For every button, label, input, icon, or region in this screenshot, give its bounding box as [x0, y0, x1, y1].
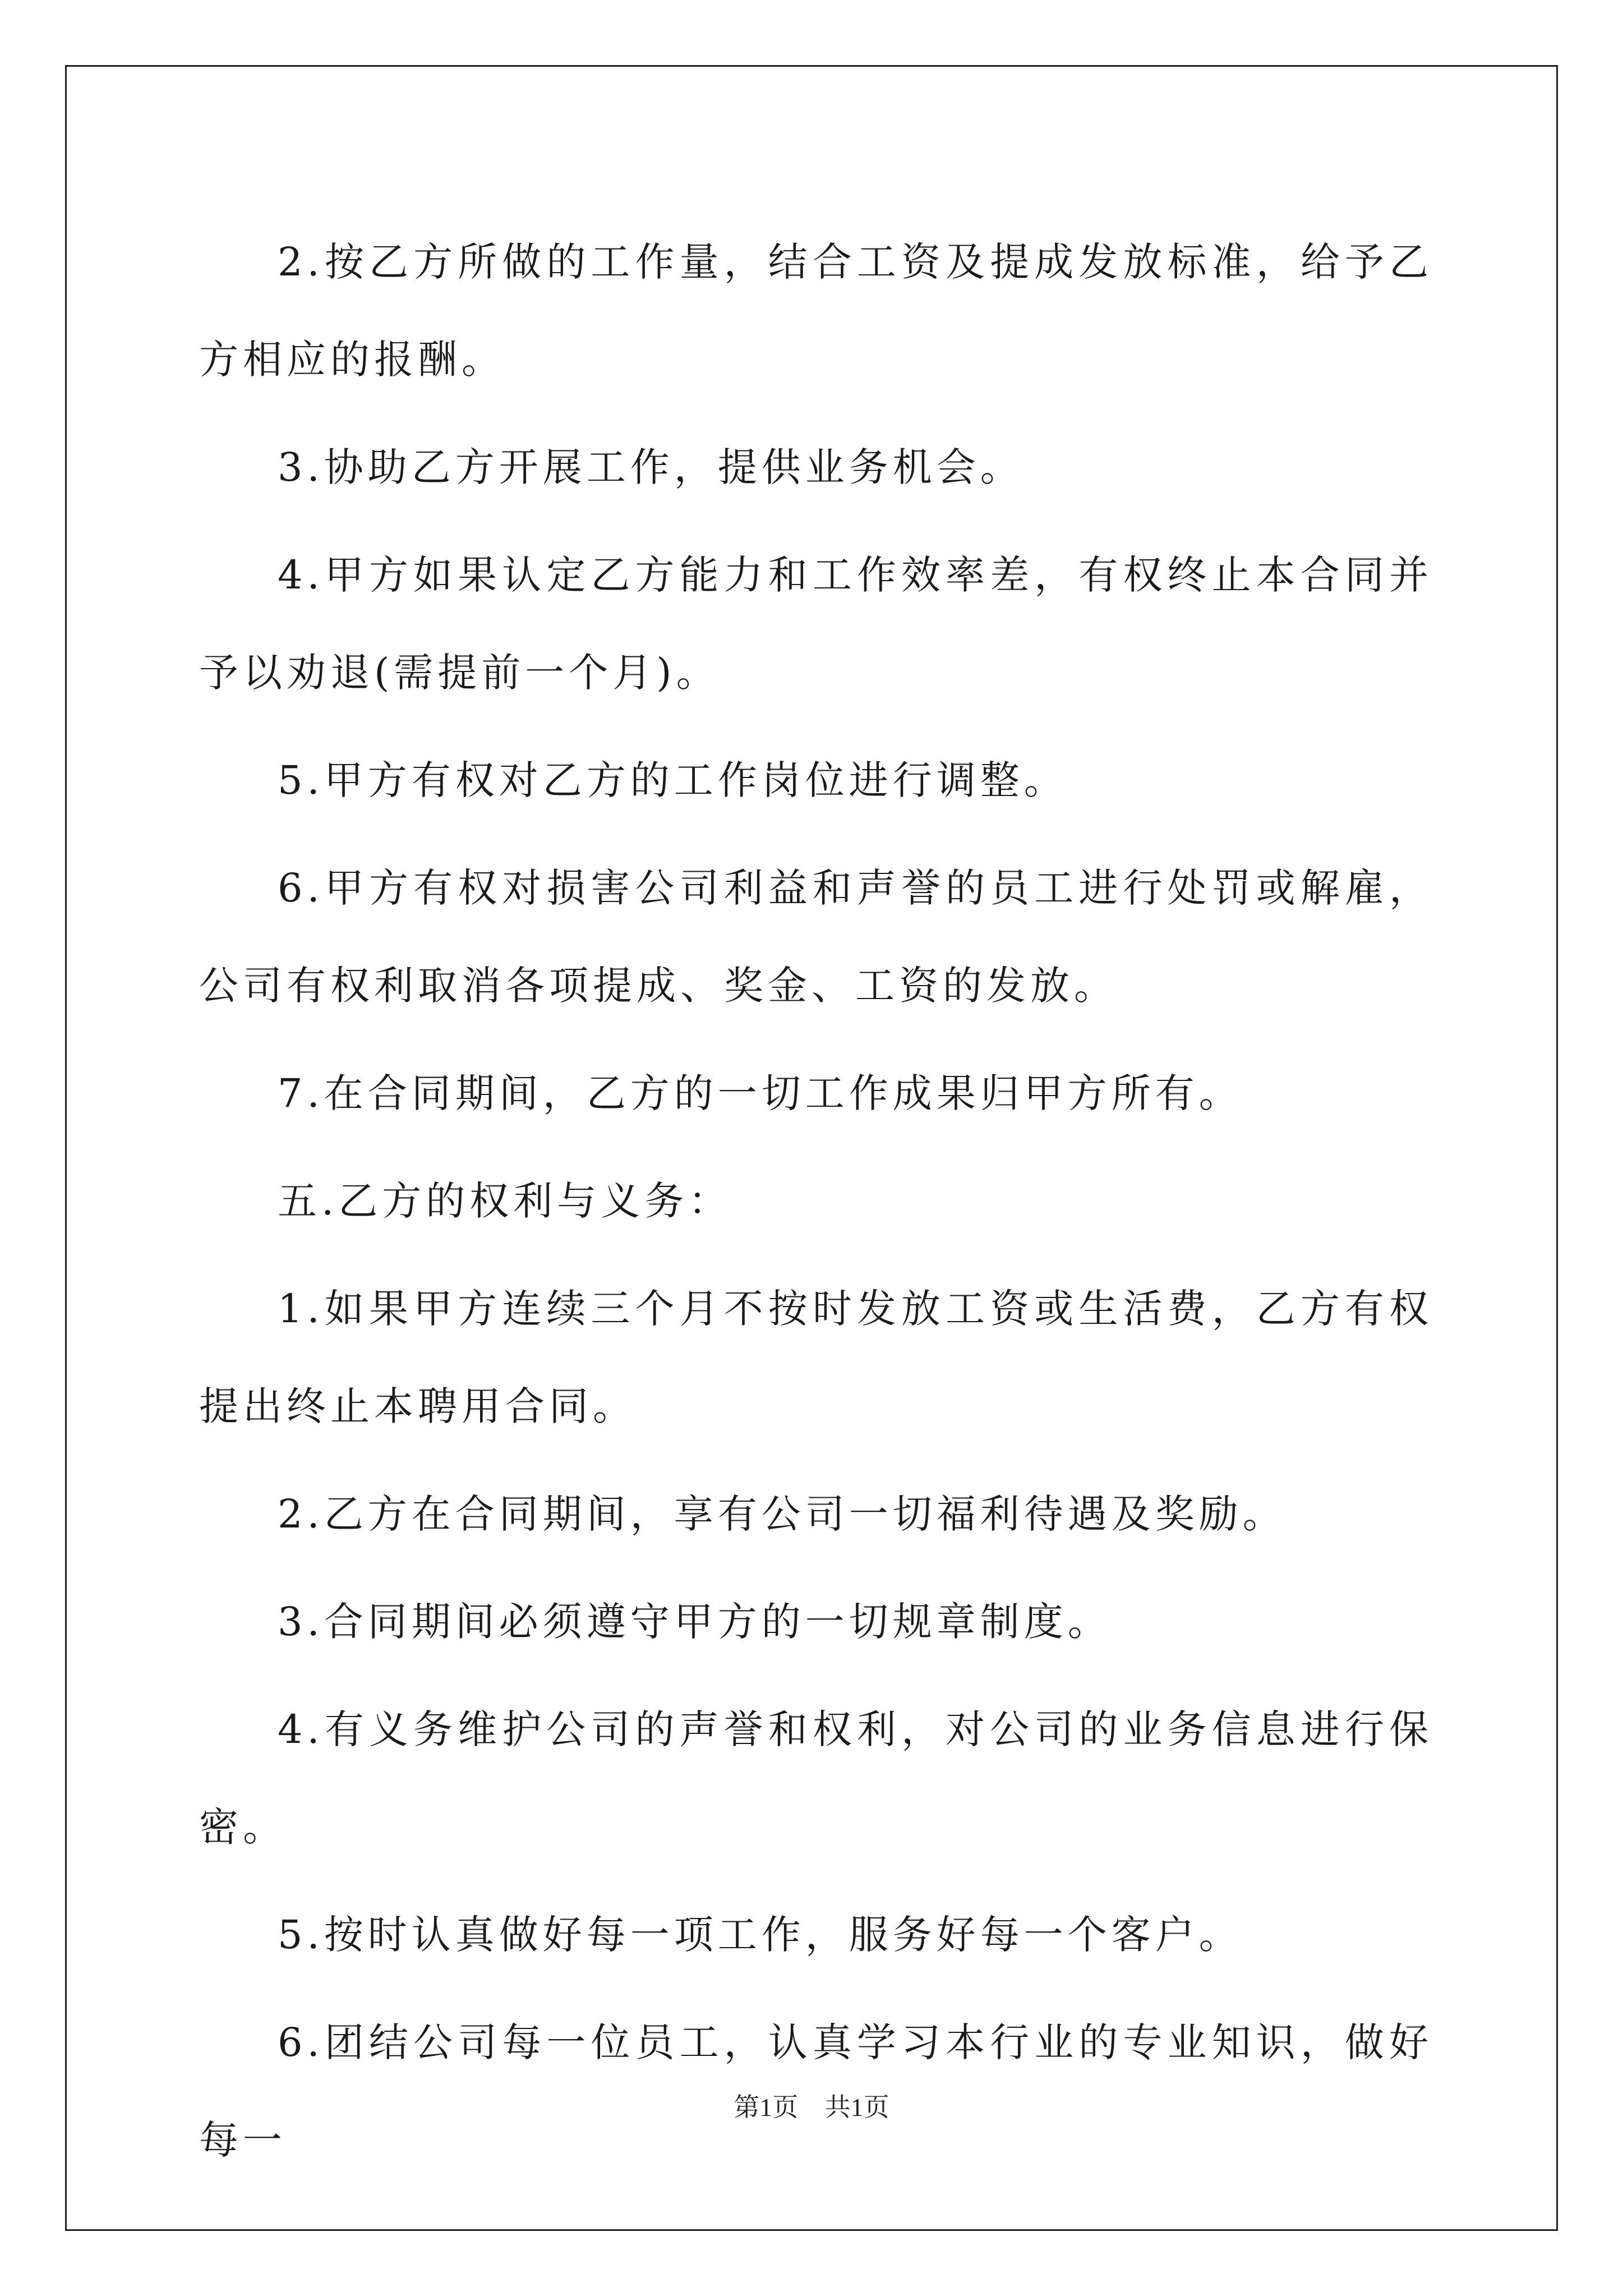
paragraph: 2.乙方在合同期间，享有公司一切福利待遇及奖励。 [278, 1491, 1287, 1537]
paragraph: 3.协助乙方开展工作，提供业务机会。 [278, 444, 1024, 490]
paragraph: 6.团结公司每一位员工，认真学习本行业的专业知识，做好每一 [199, 2019, 1433, 2163]
paragraph: 3.合同期间必须遵守甲方的一切规章制度。 [278, 1599, 1112, 1645]
page-number-total: 共1页 [824, 2093, 889, 2122]
paragraph: 4.有义务维护公司的声誉和权利，对公司的业务信息进行保密。 [199, 1706, 1433, 1850]
paragraph: 4.甲方如果认定乙方能力和工作效率差，有权终止本合同并予以劝退(需提前一个月)。 [199, 552, 1433, 696]
section-heading: 五.乙方的权利与义务： [278, 1178, 732, 1224]
document-body [199, 213, 1433, 2199]
page-footer [0, 2087, 1623, 2124]
paragraph: 5.甲方有权对乙方的工作岗位进行调整。 [278, 757, 1068, 803]
paragraph: 1.如果甲方连续三个月不按时发放工资或生活费，乙方有权提出终止本聘用合同。 [199, 1286, 1433, 1429]
paragraph: 5.按时认真做好每一项工作，服务好每一个客户。 [278, 1912, 1243, 1958]
page-number-current: 第1页 [734, 2093, 799, 2122]
paragraph: 6.甲方有权对损害公司利益和声誉的员工进行处罚或解雇，公司有权利取消各项提成、奖金、工资的发放。 [199, 865, 1433, 1009]
paragraph: 2.按乙方所做的工作量，结合工资及提成发放标准，给予乙方相应的报酬。 [199, 239, 1433, 383]
paragraph: 7.在合同期间，乙方的一切工作成果归甲方所有。 [278, 1070, 1243, 1116]
